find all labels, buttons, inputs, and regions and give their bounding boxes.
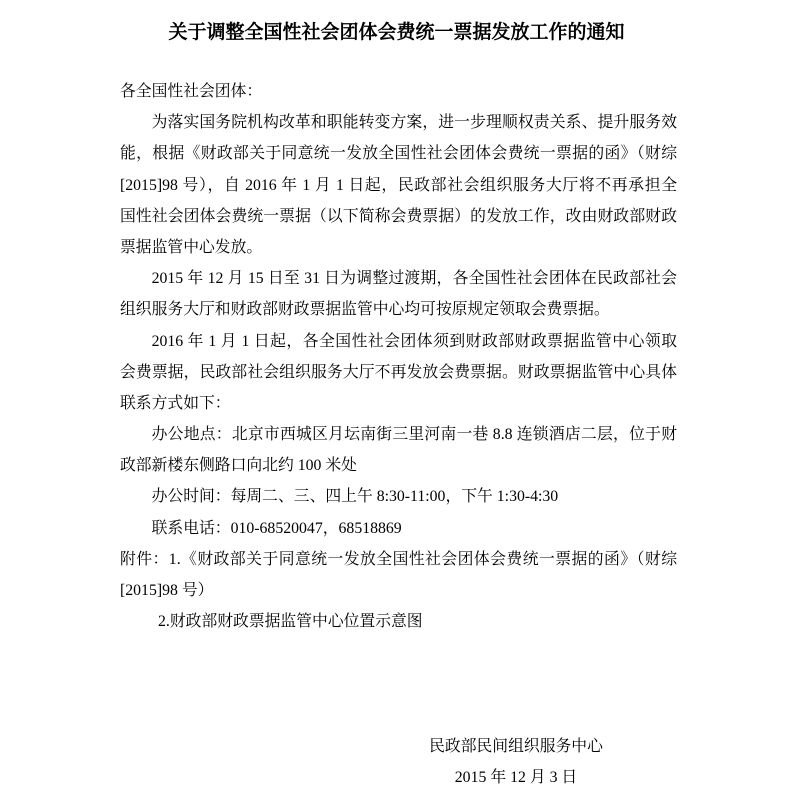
- body-line-attachment-2: 2.财政部财政票据监管中心位置示意图: [158, 613, 423, 631]
- body-line: 票据监管中心发放。: [120, 238, 263, 256]
- body-line: [2015]98 号），自 2016 年 1 月 1 日起，民政部社会组织服务大厅将不再承担全: [120, 176, 677, 194]
- body-line: 组织服务大厅和财政部财政票据监管中心均可按原规定领取会费票据。: [120, 301, 610, 319]
- body-line-attachment-1: [2015]98 号）: [120, 582, 214, 599]
- signature-date: 2015 年 12 月 3 日: [454, 769, 578, 787]
- body-line: 2015 年 12 月 15 日至 31 日为调整过渡期，各全国性社会团体在民政部社会: [151, 270, 677, 288]
- body-line-attachment-1: 附件：1.《财政部关于同意统一发放全国性社会团体会费统一票据的函》（财综: [120, 550, 677, 568]
- body-line-office-address: 政部新楼东侧路口向北约 100 米处: [120, 457, 357, 475]
- body-line-office-hours: 办公时间：每周二、三、四上午 8:30-11:00，下午 1:30-4:30: [151, 488, 559, 506]
- document-body: [120, 76, 677, 637]
- body-line: 国性社会团体会费统一票据（以下简称会费票据）的发放工作，改由财政部财政: [120, 207, 677, 225]
- body-line: 会费票据，民政部社会组织服务大厅不再发放会费票据。财政票据监管中心具体: [120, 363, 677, 381]
- body-line: 能，根据《财政部关于同意统一发放全国性社会团体会费统一票据的函》（财综: [120, 145, 677, 163]
- signature-organization: 民政部民间组织服务中心: [429, 738, 603, 755]
- body-line-phone: 联系电话：010-68520047，68518869: [151, 519, 402, 537]
- body-line-office-address: 办公地点：北京市西城区月坛南街三里河南一巷 8.8 连锁酒店二层，位于财: [151, 426, 677, 444]
- body-line: 联系方式如下：: [120, 394, 231, 412]
- body-line: 2016 年 1 月 1 日起，各全国性社会团体须到财政部财政票据监管中心领取: [151, 332, 677, 350]
- body-line-salutation: 各全国性社会团体：: [120, 83, 263, 100]
- document-title: 关于调整全国性社会团体会费统一票据发放工作的通知: [168, 22, 625, 43]
- body-line: 为落实国务院机构改革和职能转变方案，进一步理顺权责关系、提升服务效: [151, 114, 677, 132]
- signature-block: [396, 731, 636, 793]
